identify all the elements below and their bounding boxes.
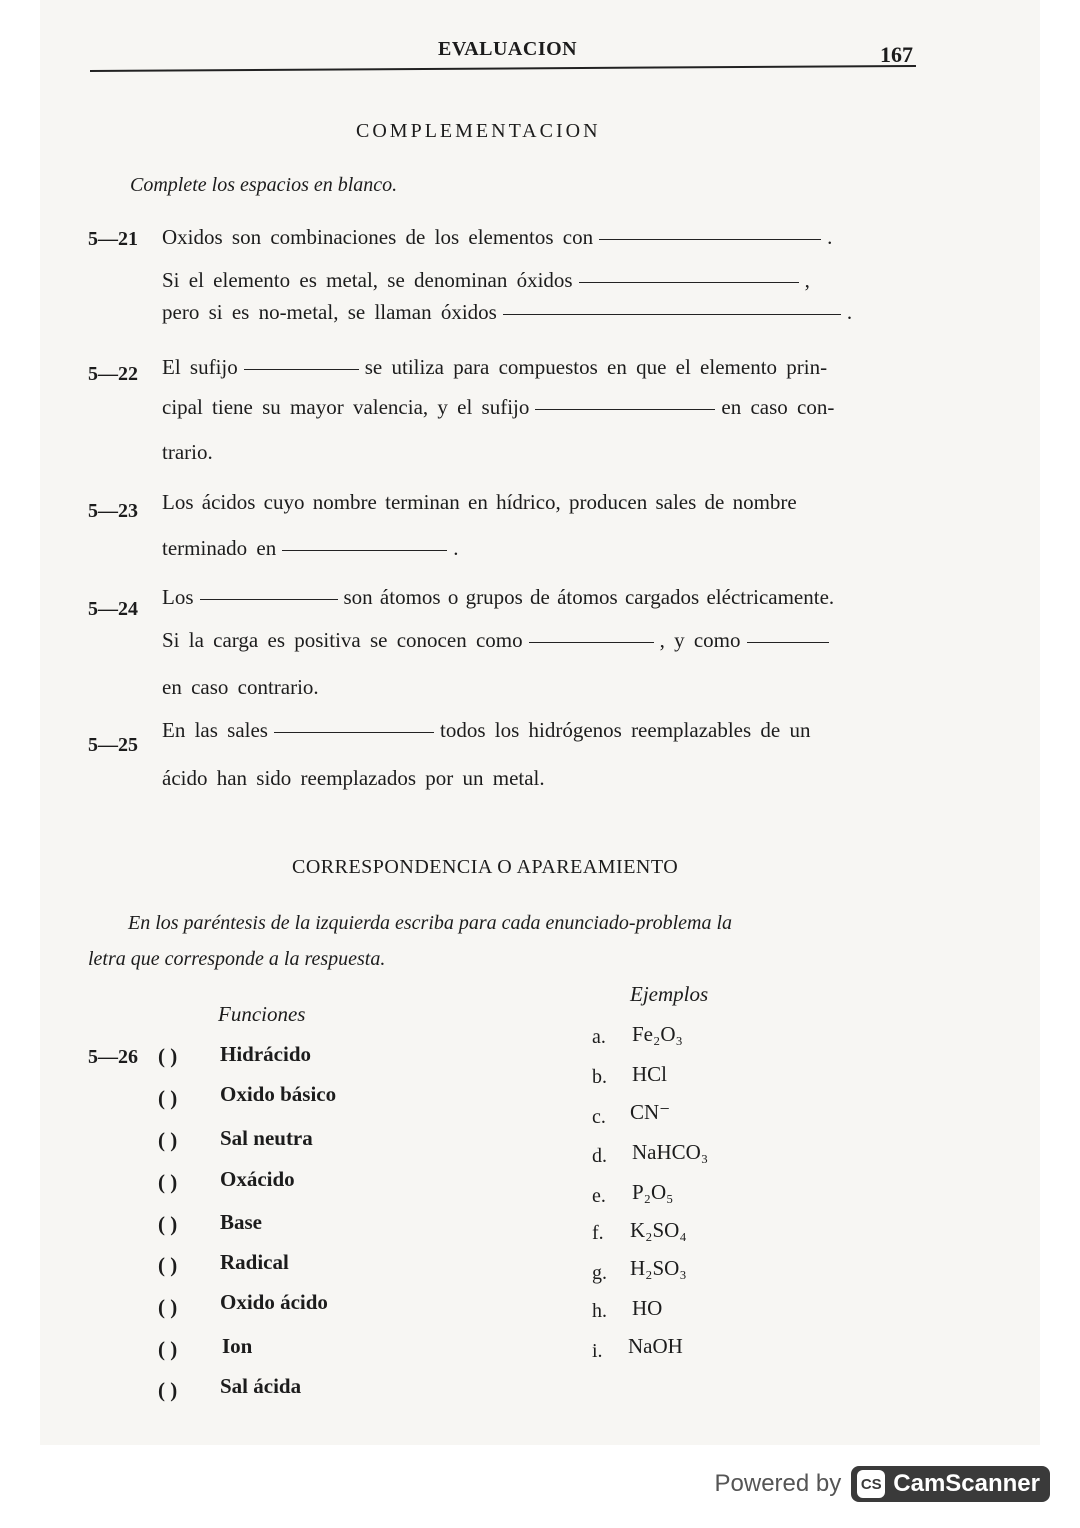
punctuation: . [846, 300, 853, 324]
example-formula: Fe₂O₃ [632, 1022, 683, 1046]
function-item: Sal ácida [220, 1374, 302, 1398]
example-formula: NaHCO₃ [632, 1140, 709, 1164]
question-text: cipal tiene su mayor valencia, y el sufijo [162, 395, 530, 419]
ejemplos-heading: Ejemplos [630, 982, 709, 1006]
answer-blank[interactable] [244, 369, 359, 370]
section-title-correspondencia: CORRESPONDENCIA O APAREAMIENTO [292, 856, 679, 878]
punctuation: . [827, 225, 833, 249]
question-line: ácido han sido reemplazados por un metal. [162, 766, 545, 790]
question-text: pero si es no-metal, se llaman óxidos [162, 300, 497, 324]
example-formula: NaOH [628, 1334, 683, 1358]
question-text: , y como [659, 628, 741, 652]
instruction-line-1: En los paréntesis de la izquierda escriba para cada enunciado-problema la [128, 912, 733, 934]
powered-by-text: Powered by [714, 1470, 842, 1497]
example-letter: d. [592, 1145, 607, 1167]
question-text: Los [162, 585, 194, 609]
question-number: 5—21 [88, 228, 138, 250]
answer-parenthesis[interactable]: ( ) [158, 1170, 178, 1194]
question-text: El sufijo [162, 355, 238, 379]
question-line: en caso contrario. [162, 675, 319, 699]
answer-blank[interactable] [579, 282, 799, 283]
question-line [162, 225, 832, 250]
example-letter: g. [592, 1262, 607, 1284]
function-item: Oxido básico [220, 1082, 337, 1106]
answer-parenthesis[interactable]: ( ) [158, 1086, 178, 1110]
question-text: se utiliza para compuestos en que el elemento prin- [364, 355, 828, 379]
question-line: Los ácidos cuyo nombre terminan en hídrico, producen sales de nombre [162, 490, 797, 514]
camscanner-icon: CS [857, 1470, 885, 1498]
function-item: Sal neutra [220, 1126, 313, 1150]
punctuation: , [804, 268, 810, 292]
question-line [162, 536, 458, 561]
function-item: Oxácido [220, 1167, 295, 1191]
question-line [162, 585, 834, 610]
example-formula: HCl [632, 1062, 668, 1086]
example-letter: b. [592, 1066, 607, 1088]
question-text: Si el elemento es metal, se denominan óxidos [162, 268, 573, 292]
page-number: 167 [880, 42, 913, 67]
answer-blank[interactable] [503, 314, 841, 315]
answer-parenthesis[interactable]: ( ) [158, 1212, 178, 1236]
answer-parenthesis[interactable]: ( ) [158, 1253, 178, 1277]
question-text: todos los hidrógenos reemplazables de un [439, 718, 811, 742]
example-letter: h. [592, 1300, 607, 1322]
function-item: Hidrácido [220, 1042, 312, 1066]
answer-parenthesis[interactable]: ( ) [158, 1044, 178, 1068]
example-letter: i. [592, 1340, 603, 1362]
answer-blank[interactable] [200, 599, 338, 600]
question-text: terminado en [162, 536, 277, 560]
answer-parenthesis[interactable]: ( ) [158, 1128, 178, 1152]
answer-blank[interactable] [747, 642, 829, 643]
punctuation: . [453, 536, 459, 560]
question-line [162, 395, 834, 420]
question-line [162, 718, 810, 743]
question-text: en caso con- [721, 395, 835, 419]
answer-parenthesis[interactable]: ( ) [158, 1337, 178, 1361]
question-text: Si la carga es positiva se conocen como [162, 628, 523, 652]
header-title: EVALUACION [438, 38, 578, 60]
example-letter: c. [592, 1106, 606, 1128]
question-number: 5—25 [88, 734, 138, 756]
function-item: Radical [220, 1250, 289, 1274]
question-text: Oxidos son combinaciones de los elementos con [162, 225, 594, 249]
funciones-heading: Funciones [218, 1002, 306, 1026]
example-formula: H₂SO₃ [630, 1256, 687, 1280]
example-formula: P₂O₅ [632, 1180, 674, 1204]
function-item: Ion [222, 1334, 253, 1358]
question-line [162, 628, 835, 653]
example-formula: K₂SO₄ [630, 1218, 687, 1242]
question-number: 5—24 [88, 598, 138, 620]
example-letter: a. [592, 1026, 606, 1048]
answer-blank[interactable] [529, 642, 654, 643]
question-text: En las sales [162, 718, 268, 742]
question-line: trario. [162, 440, 213, 464]
answer-blank[interactable] [282, 550, 447, 551]
instruction-line-2: letra que corresponde a la respuesta. [88, 948, 386, 970]
question-number: 5—22 [88, 363, 138, 385]
answer-parenthesis[interactable]: ( ) [158, 1378, 178, 1402]
answer-parenthesis[interactable]: ( ) [158, 1295, 178, 1319]
instruction-complementacion: Complete los espacios en blanco. [130, 174, 398, 196]
example-letter: f. [592, 1222, 604, 1244]
camscanner-brand: CamScanner [893, 1470, 1040, 1497]
question-number: 5—23 [88, 500, 138, 522]
example-formula: CN⁻ [630, 1100, 671, 1124]
question-text: son átomos o grupos de átomos cargados eléctricamente. [343, 585, 835, 609]
example-letter: e. [592, 1185, 606, 1207]
answer-blank[interactable] [274, 732, 434, 733]
answer-blank[interactable] [535, 409, 715, 410]
answer-blank[interactable] [599, 239, 821, 240]
function-item: Base [220, 1210, 262, 1234]
camscanner-watermark [715, 1466, 1050, 1502]
question-line [162, 355, 827, 380]
function-item: Oxido ácido [220, 1290, 328, 1314]
section-title-complementacion: COMPLEMENTACION [356, 120, 601, 142]
camscanner-logo [851, 1466, 1050, 1502]
question-line [162, 300, 852, 325]
example-formula: HO [632, 1296, 663, 1320]
question-line [162, 268, 810, 293]
question-number: 5—26 [88, 1046, 138, 1068]
